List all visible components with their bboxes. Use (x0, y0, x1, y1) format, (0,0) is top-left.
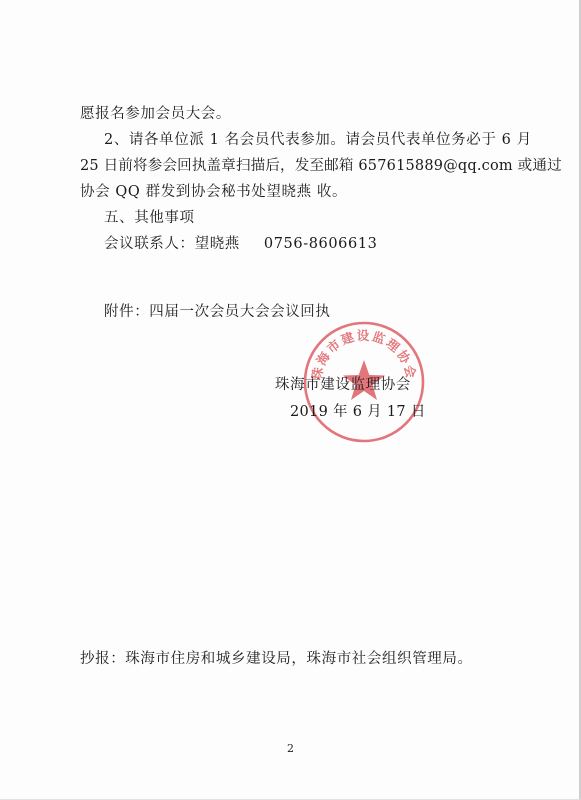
page-number: 2 (287, 742, 294, 755)
signature-date: 2019 年 6 月 17 日 (290, 404, 426, 420)
item-2-line-1: 2、请各单位派 1 名会员代表参加。请会员代表单位务必于 6 月 (104, 132, 532, 148)
section-5-heading: 五、其他事项 (104, 210, 195, 226)
signature-organization: 珠海市建设监理协会 (275, 377, 411, 393)
contact-phone: 0756-8606613 (263, 236, 378, 252)
seal-text: 珠海市建设监理协会 (308, 327, 420, 382)
contact-label: 会议联系人：望晓燕 (104, 236, 240, 252)
contact-line (104, 235, 377, 253)
item-2-line-2: 25 日前将参会回执盖章扫描后，发至邮箱 657615889@qq.com 或通过 (80, 158, 562, 174)
cc-line: 抄报：珠海市住房和城乡建设局，珠海市社会组织管理局。 (80, 651, 473, 667)
body-line-1: 愿报名参加会员大会。 (80, 106, 231, 122)
attachment-line: 附件：四届一次会员大会会议回执 (104, 304, 331, 320)
item-2-line-3: 协会 QQ 群发到协会秘书处望晓燕 收。 (80, 184, 348, 200)
